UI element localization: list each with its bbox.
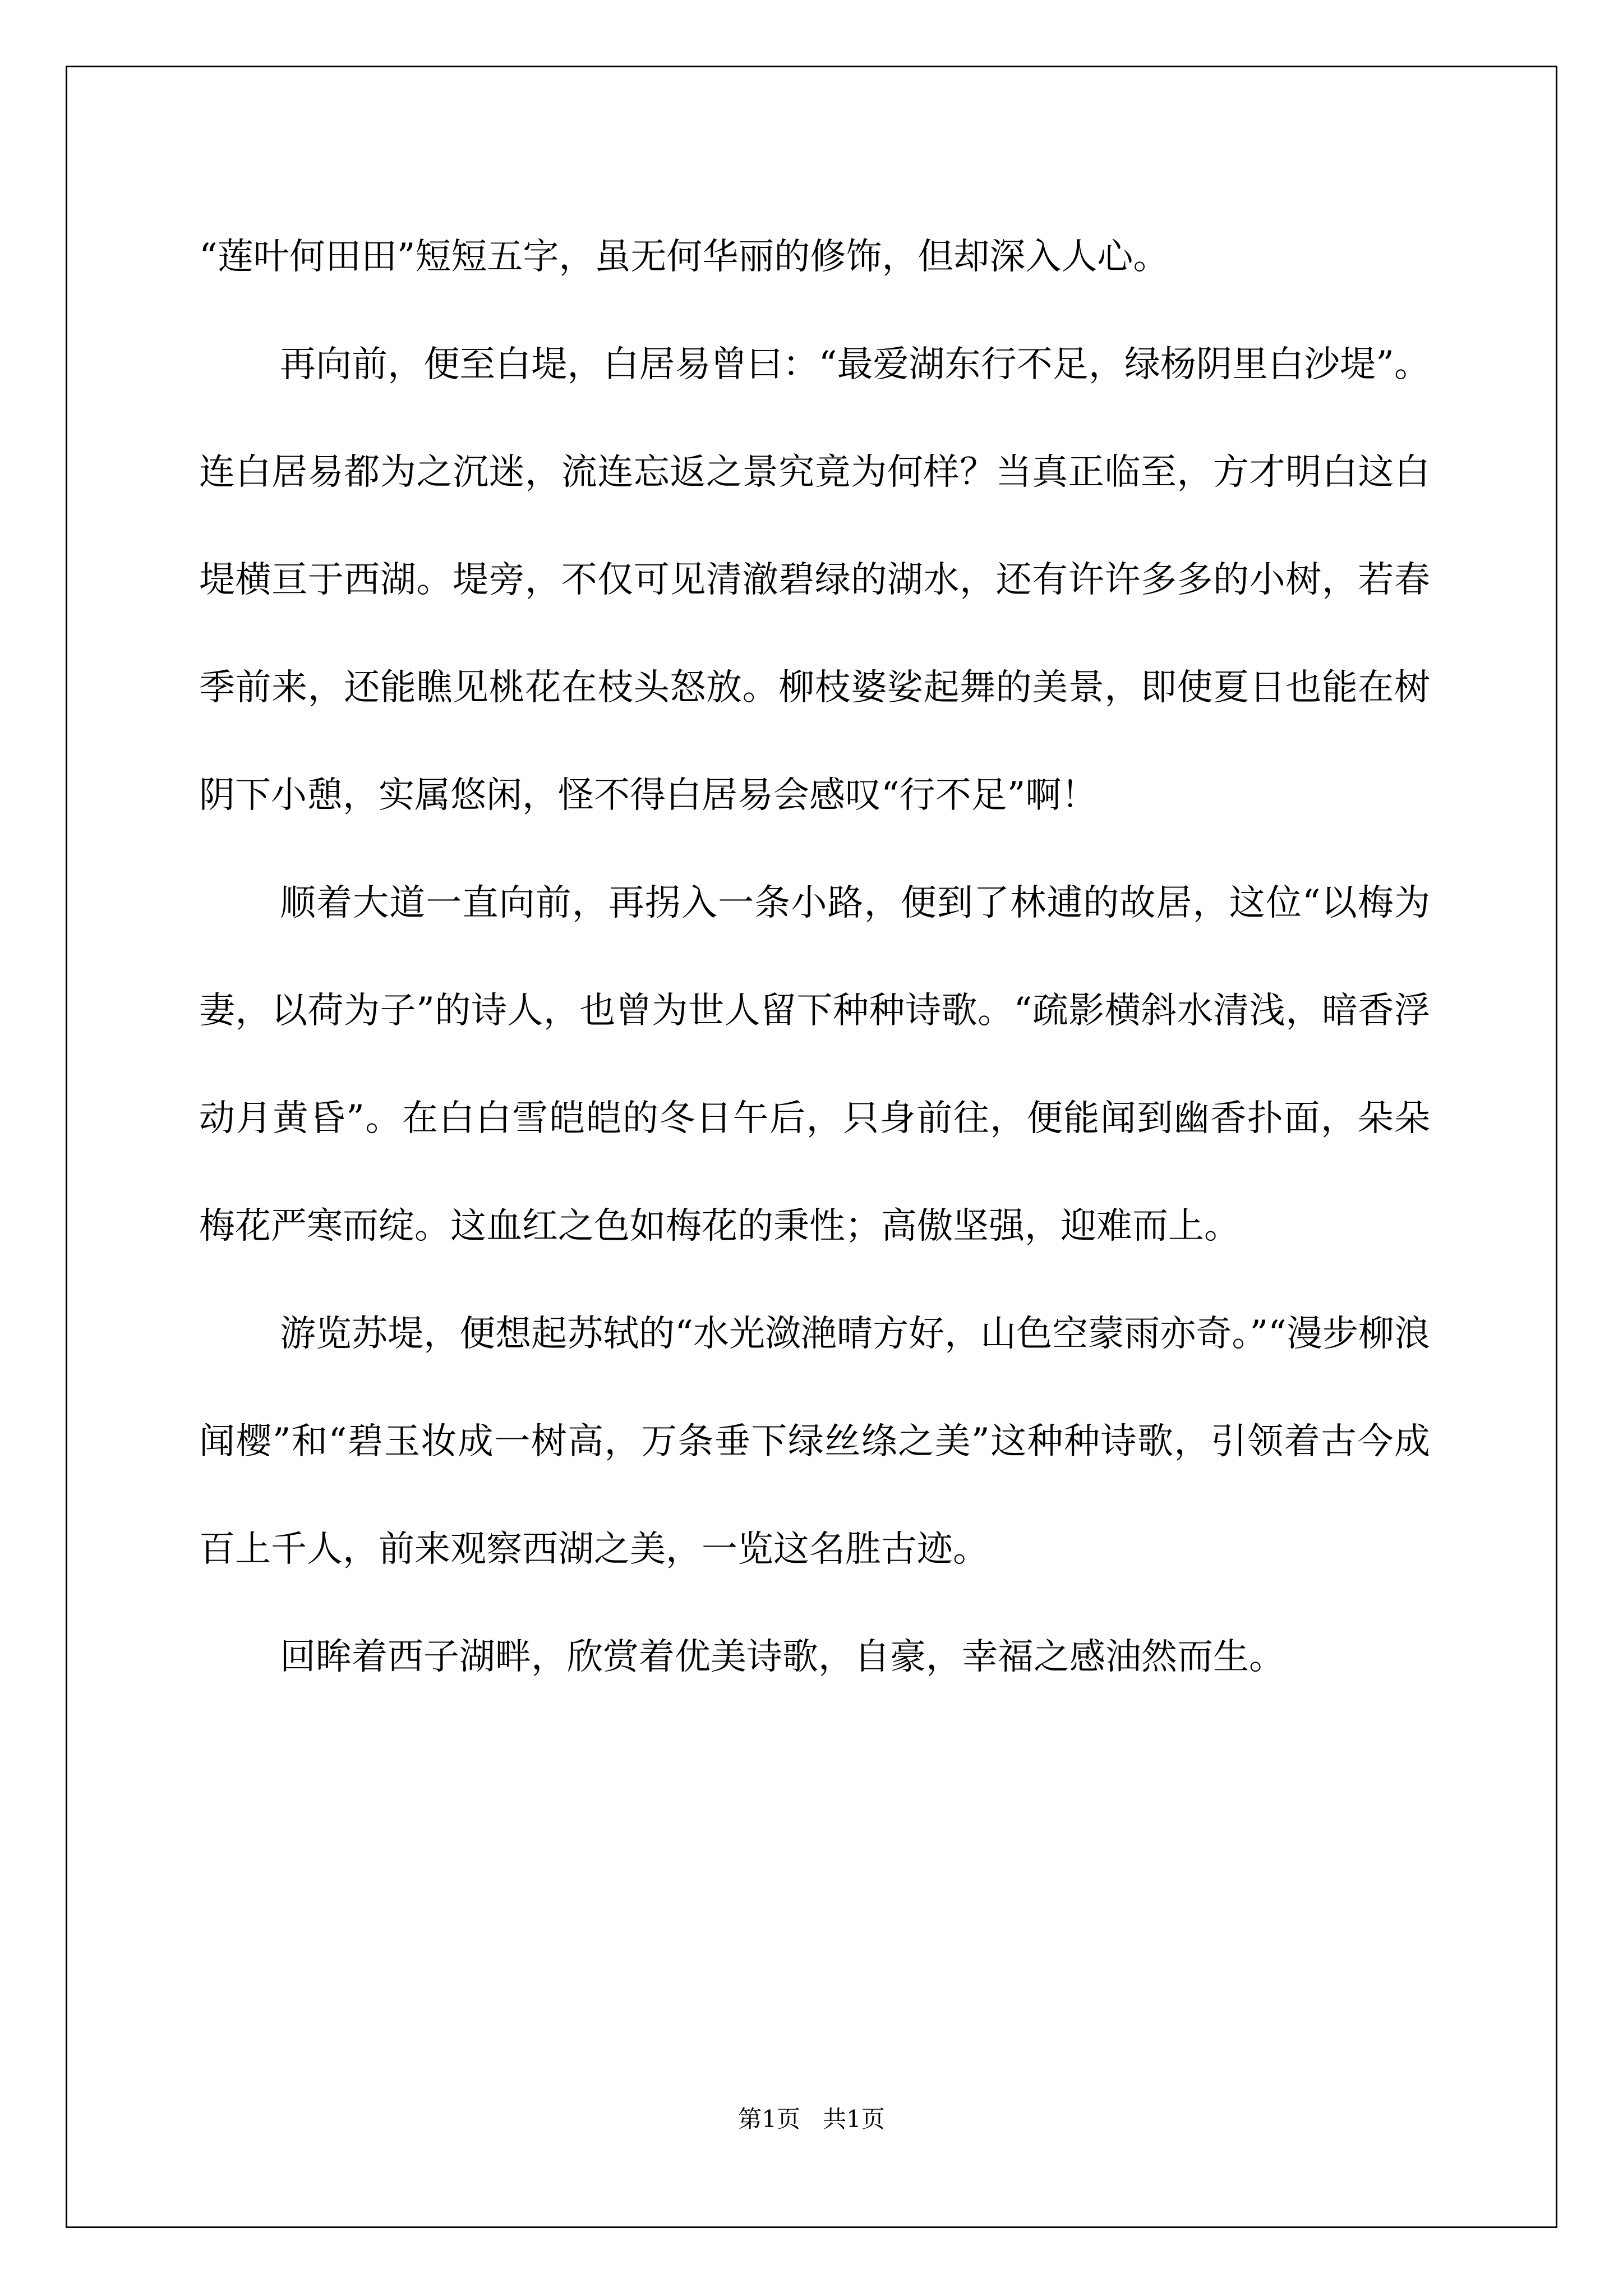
paragraph-1: “莲叶何田田”短短五字，虽无何华丽的修饰，但却深入人心。 xyxy=(199,236,1169,278)
paragraph-3: 顺着大道一直向前，再拐入一条小路，便到了林逋的故居，这位“以梅为妻，以荷为子”的诗人，也曾为世人留下种种诗歌。“疏影横斜水清浅，暗香浮动月黄昏”。在白白雪皑皑的冬日午后，只身前往，便能闻到幽香扑面，朵朵梅花严寒而绽。这血红之色如梅花的秉性；高傲坚强，迎难而上。 xyxy=(199,882,1430,1247)
page-number-footer: 第1页 共1页 xyxy=(738,2105,885,2133)
paragraph-4: 游览苏堤，便想起苏轼的“水光潋滟晴方好，山色空蒙雨亦奇。”“漫步柳浪闻樱”和“碧玉妆成一树高，万条垂下绿丝绦之美”这种种诗歌，引领着古今成百上千人，前来观察西湖之美，一览这名胜古迹。 xyxy=(199,1313,1430,1570)
paragraph-5: 回眸着西子湖畔，欣赏着优美诗歌，自豪，幸福之感油然而生。 xyxy=(280,1636,1285,1678)
paragraph-2: 再向前，便至白堤，白居易曾曰：“最爱湖东行不足，绿杨阴里白沙堤”。连白居易都为之沉迷，流连忘返之景究竟为何样？当真正临至，方才明白这白堤横亘于西湖。堤旁，不仅可见清澈碧绿的湖水，还有许许多多的小树，若春季前来，还能瞧见桃花在枝头怒放。柳枝婆娑起舞的美景，即使夏日也能在树阴下小憩，实属悠闲，怪不得白居易会感叹“行不足”啊！ xyxy=(199,344,1430,816)
document-body xyxy=(199,203,1430,1711)
